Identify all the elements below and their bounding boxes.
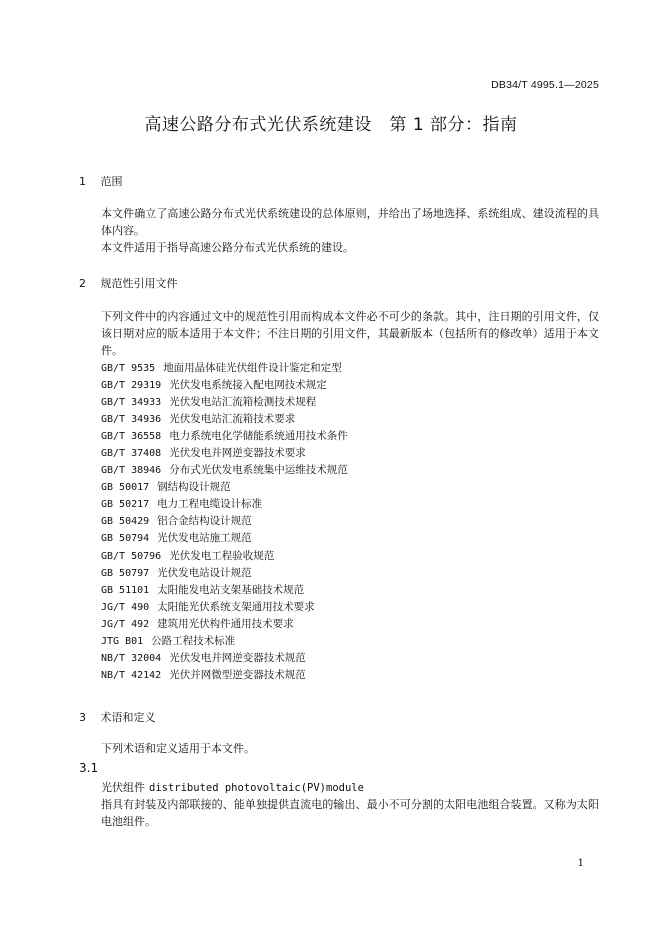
standard-code: DB34/T 4995.1—2025 <box>491 79 599 91</box>
reference-code: GB/T 34936 <box>101 414 162 426</box>
section-title: 范围 <box>100 175 123 188</box>
reference-code: NB/T 42142 <box>101 669 162 681</box>
reference-title: 光伏发电系统接入配电网技术规定 <box>169 379 327 392</box>
reference-item <box>101 360 348 377</box>
reference-code: GB 50797 <box>101 567 150 579</box>
reference-title: 钢结构设计规范 <box>157 481 231 494</box>
reference-item <box>101 599 348 616</box>
document-title: 高速公路分布式光伏系统建设 第 1 部分：指南 <box>144 115 518 135</box>
reference-title: 太阳能发电站支架基础技术规范 <box>157 583 305 596</box>
reference-code: GB 50217 <box>101 499 150 511</box>
reference-code: JG/T 492 <box>101 618 150 630</box>
reference-code: GB 50429 <box>101 516 150 528</box>
reference-title: 地面用晶体硅光伏组件设计鉴定和定型 <box>163 362 342 374</box>
reference-item <box>101 462 348 479</box>
reference-item <box>101 616 348 633</box>
reference-item <box>101 513 348 530</box>
section-number: 2 <box>79 277 86 290</box>
reference-title: 建筑用光伏构件通用技术要求 <box>157 617 294 630</box>
term-en: distributed photovoltaic(PV)module <box>149 782 364 794</box>
reference-title: 电力系统电化学储能系统通用技术条件 <box>169 430 348 443</box>
term-zh: 光伏组件 <box>101 781 145 794</box>
section-heading-normative-references <box>79 275 178 291</box>
page-number: 1 <box>577 858 584 869</box>
reference-item <box>101 582 348 599</box>
reference-title: 电力工程电缆设计标准 <box>157 498 263 511</box>
reference-title: 铝合金结构设计规范 <box>157 515 252 528</box>
section-heading-scope <box>79 173 123 189</box>
reference-code: GB/T 34933 <box>101 397 162 409</box>
reference-item <box>101 445 348 462</box>
reference-code: GB/T 50796 <box>101 550 162 562</box>
reference-item <box>101 530 348 547</box>
reference-code: GB/T 29319 <box>101 380 162 392</box>
reference-title: 公路工程技术标准 <box>151 634 236 647</box>
reference-list <box>101 360 348 684</box>
reference-code: JTG B01 <box>101 635 144 647</box>
reference-code: GB/T 37408 <box>101 448 162 460</box>
reference-code: GB 51101 <box>101 584 150 596</box>
reference-code: JG/T 490 <box>101 601 150 613</box>
reference-title: 分布式光伏发电系统集中运维技术规范 <box>169 464 348 477</box>
reference-item <box>101 394 348 411</box>
reference-code: GB/T 36558 <box>101 431 162 443</box>
section-title: 规范性引用文件 <box>100 277 178 290</box>
reference-item <box>101 411 348 428</box>
terms-intro: 下列术语和定义适用于本文件。 <box>101 742 255 755</box>
reference-code: GB/T 38946 <box>101 465 162 477</box>
reference-title: 光伏发电站汇流箱检测技术规程 <box>169 396 317 409</box>
term-number: 3.1 <box>79 761 99 775</box>
term-definition: 指具有封装及内部联接的、能单独提供直流电的输出、最小不可分割的太阳电池组合装置。又称为太阳电池组件。 <box>101 798 599 828</box>
reference-code: GB/T 9535 <box>101 363 156 374</box>
section-title: 术语和定义 <box>100 711 156 724</box>
reference-item <box>101 377 348 394</box>
scope-paragraph-1: 本文件确立了高速公路分布式光伏系统建设的总体原则，并给出了场地选择、系统组成、建设流程的具体内容。 <box>101 207 599 237</box>
reference-title: 光伏发电并网逆变器技术规范 <box>169 651 306 664</box>
reference-title: 光伏发电站施工规范 <box>157 532 252 545</box>
reference-title: 光伏发电站汇流箱技术要求 <box>169 413 296 426</box>
section-heading-terms <box>79 709 156 725</box>
reference-item <box>101 650 348 667</box>
reference-title: 光伏发电站设计规范 <box>157 566 252 579</box>
reference-item <box>101 565 348 582</box>
reference-item <box>101 496 348 513</box>
references-intro: 下列文件中的内容通过文中的规范性引用而构成本文件必不可少的条款。其中，注日期的引用文件，仅该日期对应的版本适用于本文件；不注日期的引用文件，其最新版本（包括所有的修改单）适用于本文件。 <box>101 310 599 357</box>
reference-item <box>101 479 348 496</box>
term-heading <box>101 779 364 795</box>
reference-title: 光伏发电并网逆变器技术要求 <box>169 447 306 460</box>
reference-code: NB/T 32004 <box>101 652 162 664</box>
section-number: 3 <box>79 711 86 724</box>
reference-item <box>101 548 348 565</box>
reference-code: GB 50017 <box>101 482 150 494</box>
reference-item <box>101 667 348 684</box>
section-number: 1 <box>79 175 86 188</box>
reference-title: 光伏发电工程验收规范 <box>169 549 275 562</box>
reference-item <box>101 428 348 445</box>
reference-title: 光伏并网微型逆变器技术规范 <box>169 668 306 681</box>
reference-item <box>101 633 348 650</box>
reference-code: GB 50794 <box>101 533 150 545</box>
scope-paragraph-2: 本文件适用于指导高速公路分布式光伏系统的建设。 <box>101 241 354 254</box>
reference-title: 太阳能光伏系统支架通用技术要求 <box>157 600 315 613</box>
